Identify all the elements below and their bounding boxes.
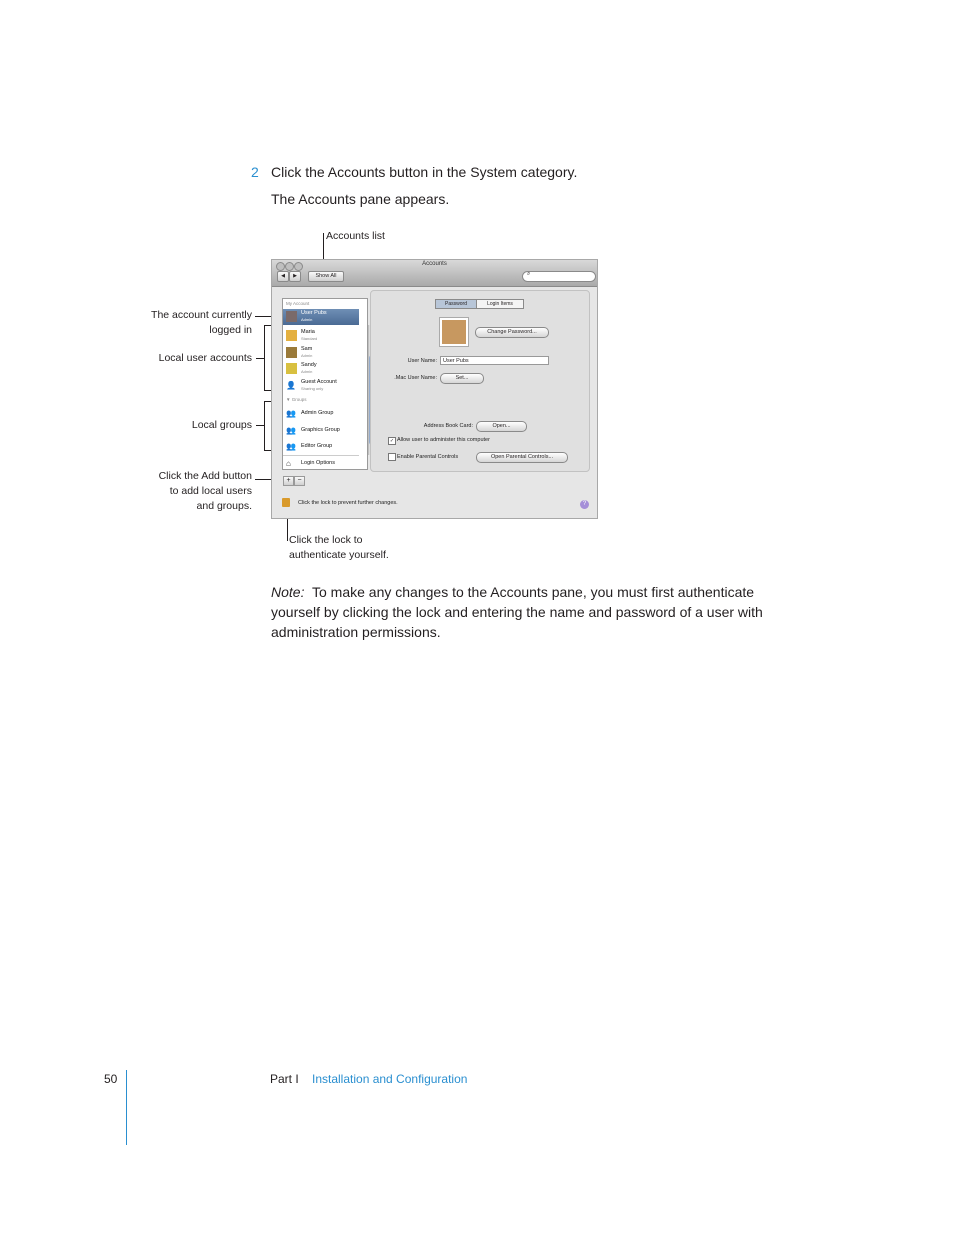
account-name: Sandy xyxy=(301,362,317,368)
address-book-card-label: Address Book Card: xyxy=(423,423,473,429)
callout-current-account xyxy=(100,308,252,338)
callout-local-groups: Local groups xyxy=(191,419,252,431)
callout-current-account-line2: logged in xyxy=(209,324,252,336)
mac-user-name-label: .Mac User Name: xyxy=(394,375,437,381)
account-role: Sharing only xyxy=(301,386,324,391)
leader-local-users xyxy=(256,358,264,359)
note-text: To make any changes to the Accounts pane, you must first authenticate yourself by clicking the lock and entering the name and password of a user with administration permissions. xyxy=(271,584,763,640)
account-role: Admin xyxy=(301,317,313,322)
avatar xyxy=(286,347,297,358)
callout-accounts-list: Accounts list xyxy=(326,230,385,242)
parental-controls-checkbox[interactable] xyxy=(388,453,396,461)
add-button[interactable]: + xyxy=(283,476,294,486)
bracket-local-users xyxy=(264,325,265,391)
group-row-admin[interactable] xyxy=(283,406,359,422)
tab-password[interactable]: Password xyxy=(435,299,477,309)
group-row-editor[interactable] xyxy=(283,439,359,455)
account-name: Guest Account xyxy=(301,379,337,385)
account-name: Sam xyxy=(301,346,313,352)
user-name-field[interactable]: User Pubs xyxy=(440,356,549,365)
change-password-button[interactable]: Change Password... xyxy=(475,327,549,338)
group-row-graphics[interactable] xyxy=(283,423,359,439)
account-row-sandy[interactable] xyxy=(283,361,359,377)
callout-lock xyxy=(289,533,389,563)
allow-admin-label: Allow user to administer this computer xyxy=(397,437,490,443)
callout-add-line1: Click the Add button xyxy=(158,470,252,482)
account-row-user-pubs[interactable] xyxy=(283,309,359,325)
step-text: Click the Accounts button in the System category. xyxy=(271,164,578,180)
callout-lock-line2: authenticate yourself. xyxy=(289,549,389,561)
tab-login-items[interactable]: Login Items xyxy=(476,299,524,309)
open-address-book-button[interactable]: Open... xyxy=(476,421,527,432)
search-icon: ⌕ xyxy=(527,271,531,277)
avatar xyxy=(286,330,297,341)
help-button[interactable]: ? xyxy=(580,500,589,509)
account-name: Maria xyxy=(301,329,315,335)
account-role: Admin xyxy=(301,369,313,374)
callout-add-line3: and groups. xyxy=(196,500,252,512)
back-button[interactable]: ◀ xyxy=(277,271,289,282)
accounts-list[interactable] xyxy=(282,298,368,470)
allow-admin-checkbox[interactable]: ✓ xyxy=(389,438,395,444)
disclosure-triangle-icon[interactable]: ▼ xyxy=(286,397,291,402)
user-name-label: User Name: xyxy=(407,358,437,364)
lock-icon[interactable] xyxy=(282,498,290,507)
note-paragraph xyxy=(271,582,801,642)
login-options-row[interactable] xyxy=(283,455,359,472)
group-name: Editor Group xyxy=(301,443,333,449)
account-row-sam[interactable] xyxy=(283,345,359,361)
forward-button[interactable]: ▶ xyxy=(289,271,301,282)
footer-part: Part I xyxy=(270,1072,299,1086)
group-name: Graphics Group xyxy=(301,427,340,433)
open-parental-controls-button[interactable]: Open Parental Controls... xyxy=(476,452,568,463)
callout-current-account-line1: The account currently xyxy=(151,309,252,321)
note-label: Note: xyxy=(271,584,305,600)
callout-add-line2: to add local users xyxy=(169,485,252,497)
user-picture[interactable] xyxy=(440,318,468,346)
group-icon: 👥 xyxy=(286,426,296,435)
group-icon: 👥 xyxy=(286,442,296,451)
window-title: Accounts xyxy=(422,261,447,267)
accounts-window xyxy=(271,259,598,519)
user-silhouette-icon: 👤 xyxy=(286,381,296,390)
callout-local-users: Local user accounts xyxy=(158,352,252,364)
account-settings-panel xyxy=(370,290,590,472)
account-role: Standard xyxy=(301,336,318,341)
list-header-my-account: My Account xyxy=(286,301,310,306)
step-result: The Accounts pane appears. xyxy=(271,191,450,207)
login-options-label: Login Options xyxy=(301,460,335,466)
footer-rule xyxy=(126,1070,127,1145)
step-number: 2 xyxy=(251,164,259,180)
callout-lock-line1: Click the lock to xyxy=(289,534,363,546)
avatar xyxy=(286,363,297,374)
account-row-guest[interactable] xyxy=(283,378,359,394)
set-button[interactable]: Set... xyxy=(440,373,484,384)
show-all-button[interactable]: Show All xyxy=(308,271,344,282)
search-input[interactable] xyxy=(522,271,596,282)
parental-controls-label: Enable Parental Controls xyxy=(397,454,459,460)
callout-add-button xyxy=(100,469,252,514)
account-name: User Pubs xyxy=(301,310,327,316)
list-header-groups xyxy=(286,397,307,402)
bracket-local-groups xyxy=(264,401,265,451)
avatar xyxy=(286,311,297,322)
group-name: Admin Group xyxy=(301,410,334,416)
account-row-maria[interactable] xyxy=(283,328,359,344)
window-titlebar xyxy=(272,260,597,287)
remove-button[interactable]: − xyxy=(294,476,305,486)
house-icon: ⌂ xyxy=(286,459,291,468)
account-role: Admin xyxy=(301,353,313,358)
lock-status-text: Click the lock to prevent further changes. xyxy=(298,500,398,506)
page-number: 50 xyxy=(104,1072,118,1086)
leader-local-groups xyxy=(256,425,264,426)
footer-part-title: Installation and Configuration xyxy=(312,1072,468,1086)
groups-header-label: Groups xyxy=(291,397,307,402)
group-icon: 👥 xyxy=(286,409,296,418)
